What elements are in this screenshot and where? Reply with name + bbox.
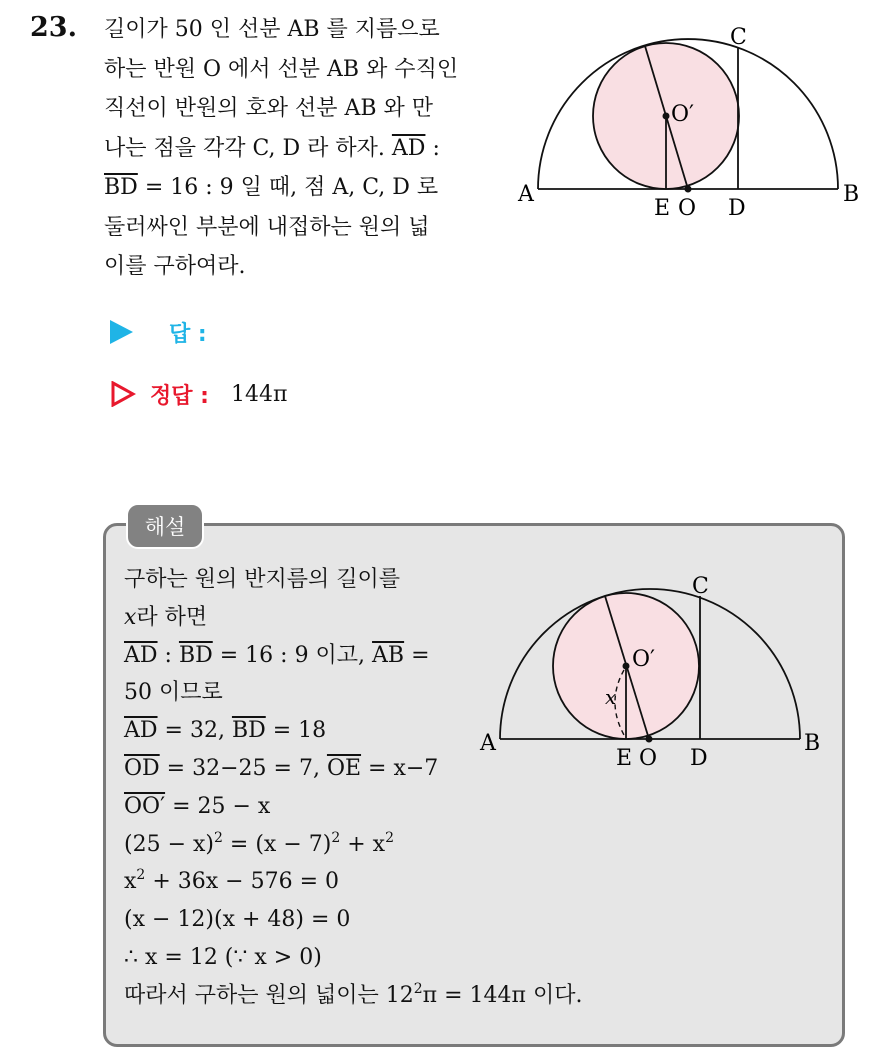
explanation-diagram	[0, 520, 884, 780]
label-o: O	[678, 196, 697, 221]
explain-line-9-b: + 36x − 576 = 0	[145, 869, 339, 895]
explain-seg-od: $\overline{OD}$	[124, 755, 160, 781]
explain-line-6-d: = x−7	[361, 755, 439, 781]
center-oprime-dot-2	[623, 663, 630, 670]
answer-row	[110, 314, 207, 350]
label-b-2: B	[804, 731, 821, 756]
explain-seg-oe: $\overline{OE}$	[326, 755, 362, 781]
label-c: C	[730, 25, 747, 50]
explain-sup-3: 2	[385, 829, 395, 846]
problem-number: 23.	[30, 12, 77, 43]
explain-line-2-text: 라 하면	[136, 604, 208, 630]
problem-line-6: 둘러싸인 부분에 내접하는 원의 넓	[104, 214, 430, 240]
label-oprime: O′	[671, 102, 695, 127]
label-b: B	[843, 182, 860, 207]
outline-triangle-icon	[110, 381, 136, 407]
problem-line-4-text: 나는 점을 각각 C, D 라 하자.	[104, 135, 385, 161]
explain-sup-2: 2	[331, 829, 341, 846]
explain-seg-bd: $\overline{BD}$	[178, 642, 213, 668]
explain-line-1: 구하는 원의 반지름의 길이를	[124, 567, 401, 592]
explain-line-5-d: = 18	[265, 718, 327, 744]
explain-sup-1: 2	[214, 829, 223, 846]
problem-line-2: 하는 반원 O 에서 선분 AB 와 수직인	[104, 56, 459, 82]
segment-bd: $\overline{BD}$	[104, 175, 138, 200]
explain-line-9	[124, 863, 484, 901]
label-d-2: D	[690, 746, 708, 771]
explain-line-7-b: = 25 − x	[165, 793, 271, 819]
label-e: E	[654, 196, 671, 221]
problem-line-5-text: = 16 : 9 일 때, 점 A, C, D 로	[144, 175, 439, 200]
explain-seg-ad: $\overline{AD}$	[124, 642, 158, 668]
problem-line-7: 이를 구하여라.	[104, 254, 246, 279]
explain-line-8	[124, 826, 484, 864]
label-o-2: O	[639, 746, 658, 771]
solution-value: 144π	[230, 381, 288, 407]
ratio-colon: :	[432, 135, 440, 161]
explain-line-11: ∴ x = 12 (∵ x > 0)	[124, 944, 322, 970]
explain-seg-bd-2: $\overline{BD}$	[231, 718, 266, 744]
solution-label: 정답 :	[150, 383, 209, 409]
explain-line-3-d: = 16 : 9 이고,	[212, 642, 373, 668]
center-o-dot	[685, 186, 692, 193]
explain-seg-ooprime: OO′	[124, 793, 166, 819]
explain-line-8-b: = (x − 7)	[222, 831, 332, 857]
center-o-dot-2	[646, 736, 653, 743]
problem-diagram	[0, 0, 884, 300]
explain-seg-ab: $\overline{AB}$	[372, 642, 405, 668]
label-oprime-2: O′	[632, 647, 656, 672]
label-c-2: C	[692, 574, 709, 599]
explain-line-3-f: =	[404, 642, 430, 668]
explain-line-8-a: (25 − x)	[124, 831, 214, 857]
explain-line-9-a: x	[124, 869, 137, 895]
problem-line-3: 직선이 반원의 호와 선분 AB 와 만	[104, 96, 434, 121]
explain-line-12-a: 따라서 구하는 원의 넓이는 12	[124, 982, 414, 1008]
label-x: x	[605, 685, 617, 709]
label-e-2: E	[616, 746, 633, 771]
explain-var-x: x	[124, 604, 137, 630]
explain-line-12-b: π = 144π 이다.	[422, 982, 583, 1008]
explain-line-3-b: :	[157, 642, 179, 668]
explain-line-4: 50 이므로	[124, 680, 223, 706]
explain-sup-5: 2	[413, 980, 423, 997]
explain-seg-ad-2: $\overline{AD}$	[124, 718, 158, 744]
answer-label: 답 :	[169, 321, 207, 347]
play-triangle-icon	[110, 320, 133, 344]
label-a: A	[518, 182, 534, 207]
explain-line-10: (x − 12)(x + 48) = 0	[124, 907, 351, 933]
center-oprime-dot	[663, 113, 670, 120]
problem-line-1: 길이가 50 인 선분 AB 를 지름으로	[104, 17, 440, 42]
explain-line-6-b: = 32−25 = 7,	[159, 755, 327, 781]
label-d: D	[728, 196, 746, 221]
explain-line-7	[124, 788, 484, 826]
segment-ad: $\overline{AD}$	[391, 135, 426, 161]
explanation-tab: 해설	[126, 503, 204, 549]
label-a-2: A	[480, 731, 496, 756]
solution-row	[110, 376, 287, 412]
explain-sup-4: 2	[136, 867, 146, 884]
explain-line-8-c: + x	[340, 831, 386, 857]
explain-line-5-b: = 32,	[157, 718, 232, 744]
